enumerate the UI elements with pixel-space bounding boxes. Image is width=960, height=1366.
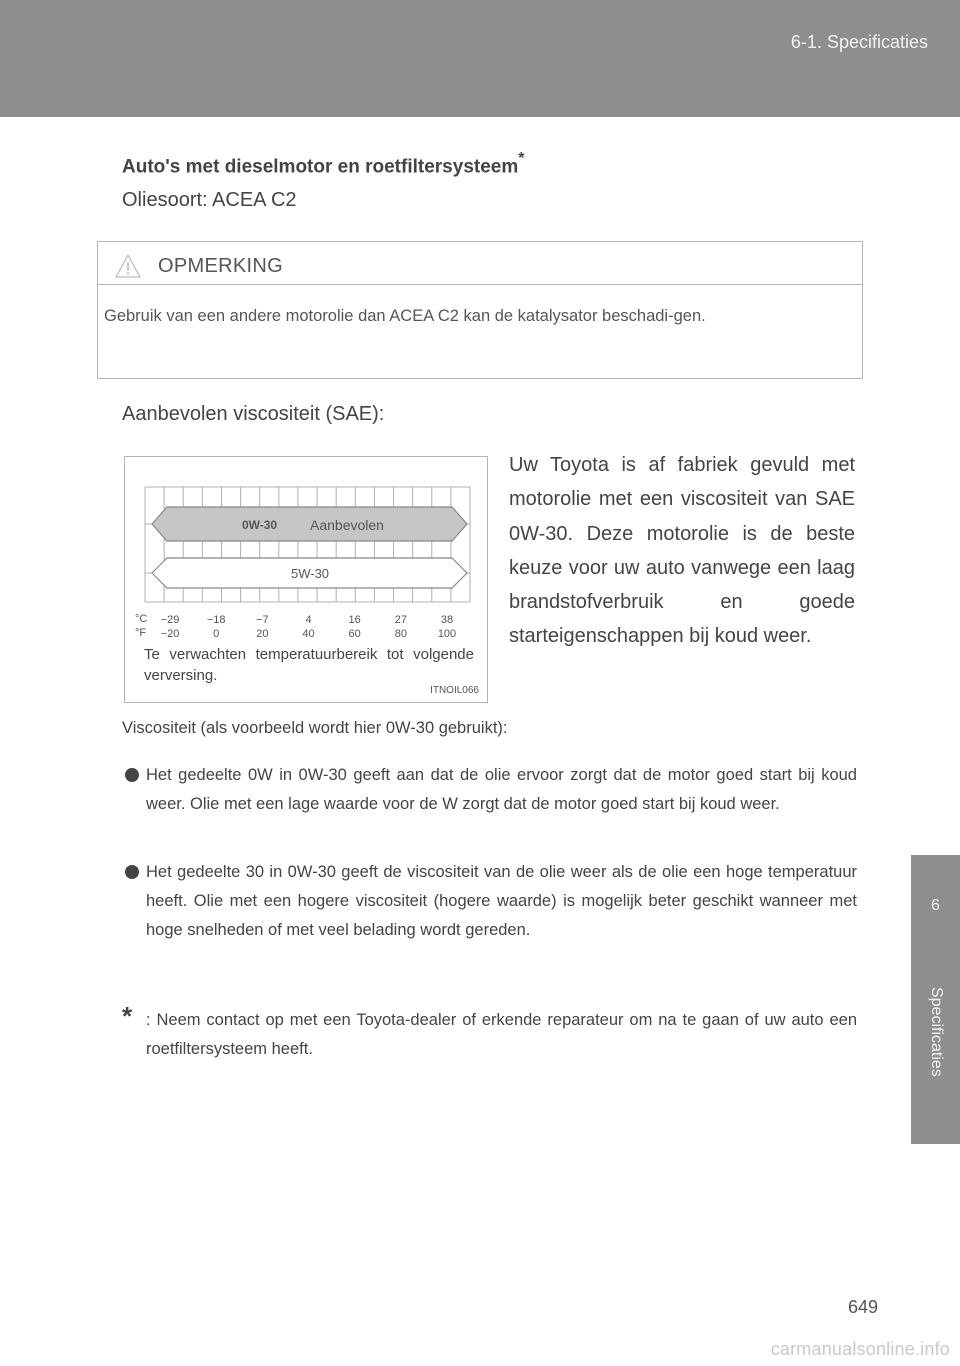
chart-code: ITNOIL066 [430, 685, 479, 696]
watermark: carmanualsonline.info [770, 1339, 950, 1359]
footnote [122, 1001, 857, 1064]
fahrenheit-tick: −20 [160, 628, 180, 640]
fahrenheit-unit: °F [135, 627, 147, 639]
fahrenheit-tick: 100 [437, 628, 457, 640]
note-header [98, 242, 862, 285]
bullet-item-2 [122, 858, 857, 945]
note-title: OPMERKING [158, 255, 283, 277]
band-0w30-label: Aanbevolen [310, 517, 384, 533]
footnote-asterisk: * [122, 1001, 133, 1031]
celsius-tick: 27 [394, 614, 407, 626]
celsius-tick: −7 [256, 614, 269, 626]
oil-type: Oliesoort: ACEA C2 [122, 189, 297, 211]
celsius-tick: −29 [160, 614, 180, 626]
chart-tick-labels [161, 614, 457, 640]
celsius-tick: 38 [440, 614, 454, 626]
warning-icon [115, 254, 141, 278]
bullet-text-2: Het gedeelte 30 in 0W-30 geeft de viscositeit van de olie weer als de olie een hoge temperatuur heeft. Olie met een hogere viscositeit (hogere waarde) is mogelijk beter geschikt wanneer met hoge snelheden of met veel belading wordt gereden. [146, 863, 857, 939]
band-0w30-code: 0W-30 [242, 518, 278, 532]
section-title: 6-1. Specificaties [790, 32, 928, 52]
celsius-tick: −18 [206, 614, 226, 626]
celsius-tick: 4 [305, 614, 312, 626]
chapter-side-tab [911, 855, 960, 1144]
celsius-tick: 16 [348, 614, 361, 626]
viscosity-title: Aanbevolen viscositeit (SAE): [122, 403, 385, 425]
viscosity-note: Viscositeit (als voorbeeld wordt hier 0W-30 gebruikt): [122, 719, 508, 737]
bullet-dot-icon [125, 768, 139, 782]
bullet-text-1: Het gedeelte 0W in 0W-30 geeft aan dat de olie ervoor zorgt dat de motor goed start bij koud weer. Olie met een lage waarde voor de W zorgt dat de motor goed start bij koud weer. [146, 766, 857, 813]
page-number: 649 [848, 1297, 879, 1317]
fahrenheit-tick: 60 [348, 628, 361, 640]
chart-note: Te verwachten temperatuurbereik tot volgende verversing. [144, 646, 474, 684]
page-header [0, 0, 960, 117]
oil-description: Uw Toyota is af fabriek gevuld met motorolie met een viscositeit van SAE 0W-30. Deze motorolie is de beste keuze voor uw auto vanwege een laag brandstofverbruik en goede starteigenschappen bij koud weer. [509, 454, 855, 648]
band-5w30-label: 5W-30 [290, 566, 330, 581]
section-heading-text: Auto's met dieselmotor en roetfiltersysteem [122, 156, 519, 178]
fahrenheit-tick: 80 [394, 628, 407, 640]
viscosity-chart [124, 456, 488, 703]
fahrenheit-tick: 0 [213, 628, 220, 640]
fahrenheit-tick: 40 [302, 628, 315, 640]
footnote-text: : Neem contact op met een Toyota-dealer of erkende reparateur om na te gaan of uw auto een roetfiltersysteem heeft. [146, 1011, 857, 1058]
note-body: Gebruik van een andere motorolie dan ACEA C2 kan de katalysator beschadi-gen. [104, 307, 706, 325]
fahrenheit-tick: 20 [256, 628, 269, 640]
bullet-item-1 [122, 761, 857, 819]
celsius-unit: °C [135, 613, 148, 625]
chapter-number: 6 [931, 897, 940, 914]
note-box [97, 241, 863, 379]
heading-asterisk: * [518, 150, 525, 167]
section-heading [122, 152, 524, 178]
chapter-label: Specificaties [928, 987, 945, 1077]
bullet-dot-icon [125, 865, 139, 879]
